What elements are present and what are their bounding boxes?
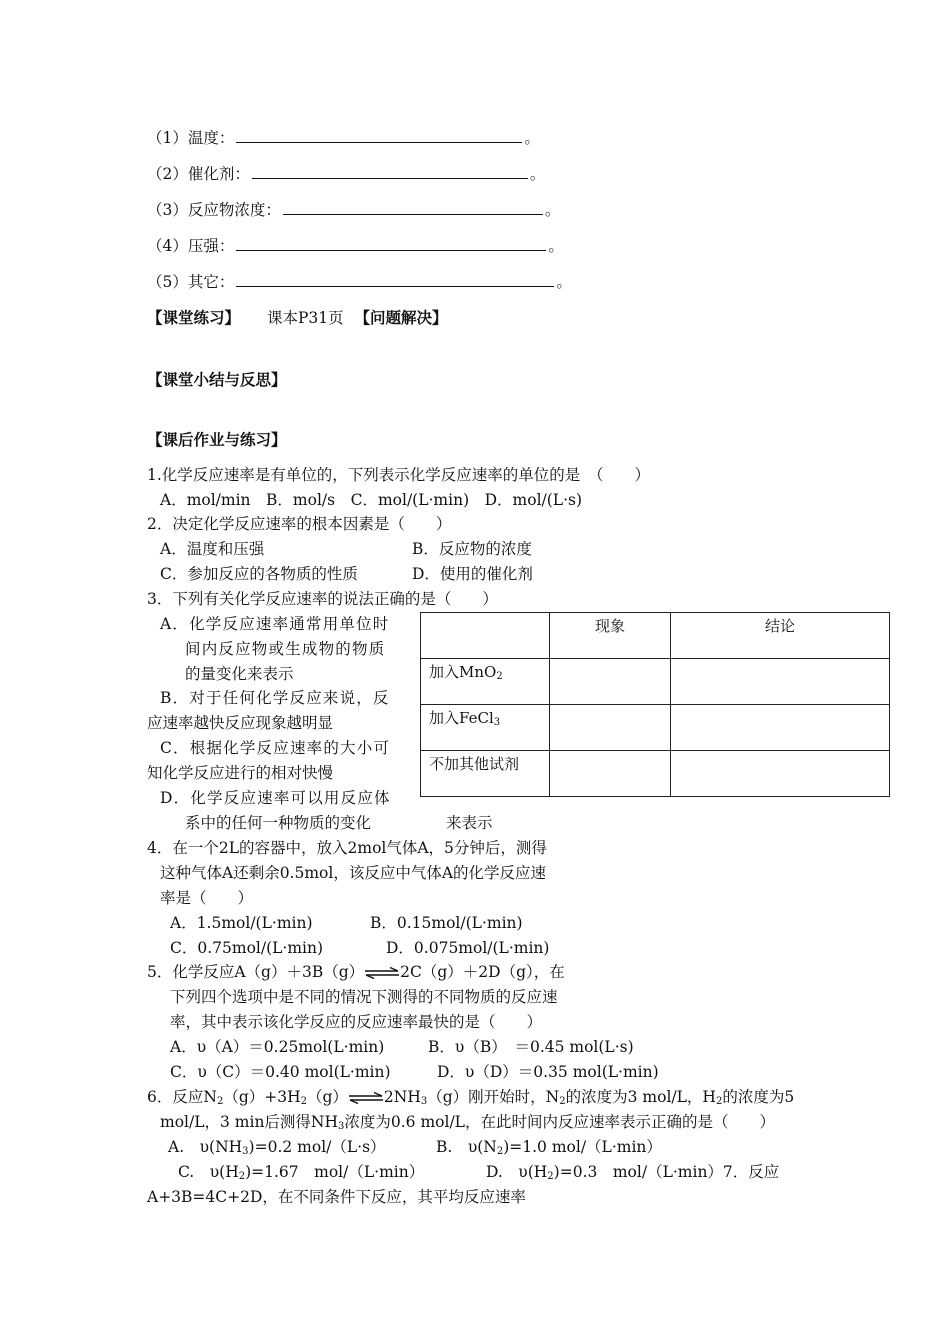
- table-row: [421, 751, 890, 797]
- q3-option-b-line2: 应速率越快反应现象越明显: [147, 714, 334, 732]
- q2-option-c: C．参加反应的各物质的性质: [160, 565, 358, 583]
- q1-stem: 1.化学反应速率是有单位的，下列表示化学反应速率的单位的是 （ ）: [147, 466, 651, 484]
- q6-line2: mol/L，3 min后测得$NH_3$浓度为0.6 mol/L，在此时间内反应速率表示正确的是（ ）: [160, 1113, 775, 1132]
- q3-option-d-line1: D．化学反应速率可以用反应体: [160, 789, 391, 807]
- q2-option-d: D．使用的催化剂: [412, 565, 533, 583]
- observation-table: [420, 612, 890, 797]
- summary-title: 【课堂小结与反思】: [147, 370, 287, 389]
- table-cell-conclusion[interactable]: [671, 751, 890, 797]
- equilibrium-arrow-icon: [348, 1092, 384, 1104]
- factor-2-label: （2）催化剂：: [147, 165, 250, 183]
- equilibrium-arrow-icon: [364, 967, 400, 979]
- q3-option-d-line3: 来表示: [446, 814, 493, 832]
- table-header-phenomenon: 现象: [550, 613, 671, 659]
- factor-3-blank[interactable]: [283, 200, 543, 215]
- factor-1-blank[interactable]: [236, 128, 522, 143]
- table-row: [421, 659, 890, 705]
- q3-option-c-line2: 知化学反应进行的相对快慢: [147, 764, 334, 782]
- table-row-label: 不加其他试剂: [421, 751, 550, 797]
- q7-line1: A+3B=4C+2D，在不同条件下反应，其平均反应速率: [147, 1188, 526, 1206]
- q5-option-c: C．υ（C）＝0.40 mol(L·min): [170, 1063, 391, 1081]
- q4-line3: 率是（ ）: [160, 889, 254, 907]
- q6-option-b: B. $\upsilon(N_2)=1.0$ mol/（L·min）: [436, 1138, 662, 1157]
- q6-option-a: A. $\upsilon(NH_3)=0.2$ mol/（L·s）: [168, 1138, 386, 1157]
- q4-option-b: B．0.15mol/(L·min): [370, 914, 523, 932]
- factor-3-label: （3）反应物浓度：: [147, 201, 281, 219]
- q4-line2: 这种气体A还剩余0.5mol，该反应中气体A的化学反应速: [160, 864, 547, 882]
- q3-option-b-line1: B．对于任何化学反应来说，反: [160, 689, 390, 707]
- q5-option-b: B．υ（B） ＝0.45 mol(L·s): [428, 1038, 634, 1056]
- q6-option-c: C. $\upsilon(H_2)=1.67$ mol/（L·min）: [178, 1163, 425, 1182]
- q5-line1: 5．化学反应A（g）＋3B（g） 2C（g）＋2D（g），在: [147, 963, 565, 981]
- q5-line2: 下列四个选项中是不同的情况下测得的不同物质的反应速: [170, 988, 558, 1006]
- homework-title: 【课后作业与练习】: [147, 430, 287, 449]
- factor-4: （4）压强： 。: [147, 237, 564, 255]
- q3-option-a-line3: 的量变化来表示: [185, 665, 294, 683]
- table-row: [421, 705, 890, 751]
- q4-option-a: A．1.5mol/(L·min): [170, 914, 313, 932]
- table-row-label: 加入MnO$_2$: [421, 659, 550, 705]
- q3-stem: 3．下列有关化学反应速率的说法正确的是（ ）: [147, 590, 498, 608]
- practice-title: 【课堂练习】: [147, 308, 241, 327]
- practice-tag: 【问题解决】: [354, 308, 448, 327]
- q3-option-c-line1: C．根据化学反应速率的大小可: [160, 739, 391, 757]
- factor-1: （1）温度： 。: [147, 129, 540, 147]
- table-cell-conclusion[interactable]: [671, 659, 890, 705]
- q3-option-d-line2: 系中的任何一种物质的变化: [185, 814, 372, 832]
- q4-line1: 4．在一个2L的容器中，放入2mol气体A，5分钟后，测得: [147, 839, 547, 857]
- q6-line1: 6．反应$N_2(g)+3H_2(g)$ $2NH_3(g)$刚开始时，$N_2$的浓度为3 mol/L，$H_2$的浓度为5: [147, 1088, 795, 1107]
- q3-option-a-line2: 间内反应物或生成物的物质: [185, 640, 386, 658]
- table-cell-conclusion[interactable]: [671, 705, 890, 751]
- factor-4-label: （4）压强：: [147, 237, 235, 255]
- table-header-conclusion: 结论: [671, 613, 890, 659]
- factor-4-blank[interactable]: [236, 236, 546, 251]
- factor-3: （3）反应物浓度： 。: [147, 201, 561, 219]
- q5-option-d: D．υ（D）＝0.35 mol(L·min): [437, 1063, 659, 1081]
- q6-option-d: D. $\upsilon(H_2)=0.3$ mol/（L·min）7．反应: [486, 1163, 780, 1182]
- q5-option-a: A．υ（A）＝0.25mol(L·min): [170, 1038, 385, 1056]
- q2-option-b: B．反应物的浓度: [412, 540, 532, 558]
- table-row-label: 加入FeCl$_3$: [421, 705, 550, 751]
- factor-5-blank[interactable]: [236, 272, 554, 287]
- table-cell-phenomenon[interactable]: [550, 751, 671, 797]
- q2-option-a: A．温度和压强: [160, 540, 265, 558]
- factor-5: （5）其它： 。: [147, 273, 572, 291]
- q1-options: A．mol/min B．mol/s C．mol/(L·min) D．mol/(L·s): [160, 491, 583, 509]
- table-cell-phenomenon[interactable]: [550, 705, 671, 751]
- factor-2: （2）催化剂： 。: [147, 165, 546, 183]
- q5-line3: 率，其中表示该化学反应的反应速率最快的是（ ）: [170, 1013, 543, 1031]
- table-cell-phenomenon[interactable]: [550, 659, 671, 705]
- q3-option-a-line1: A．化学反应速率通常用单位时: [160, 615, 390, 633]
- factor-5-label: （5）其它：: [147, 273, 235, 291]
- factor-1-label: （1）温度：: [147, 129, 235, 147]
- q4-option-d: D．0.075mol/(L·min): [386, 939, 550, 957]
- table-header-blank: [421, 613, 550, 659]
- practice-ref: 课本P31页: [266, 309, 344, 327]
- q2-stem: 2．决定化学反应速率的根本因素是（ ）: [147, 515, 452, 533]
- factor-2-blank[interactable]: [252, 164, 528, 179]
- practice-line: [147, 308, 448, 328]
- q4-option-c: C．0.75mol/(L·min): [170, 939, 324, 957]
- table-header-row: [421, 613, 890, 659]
